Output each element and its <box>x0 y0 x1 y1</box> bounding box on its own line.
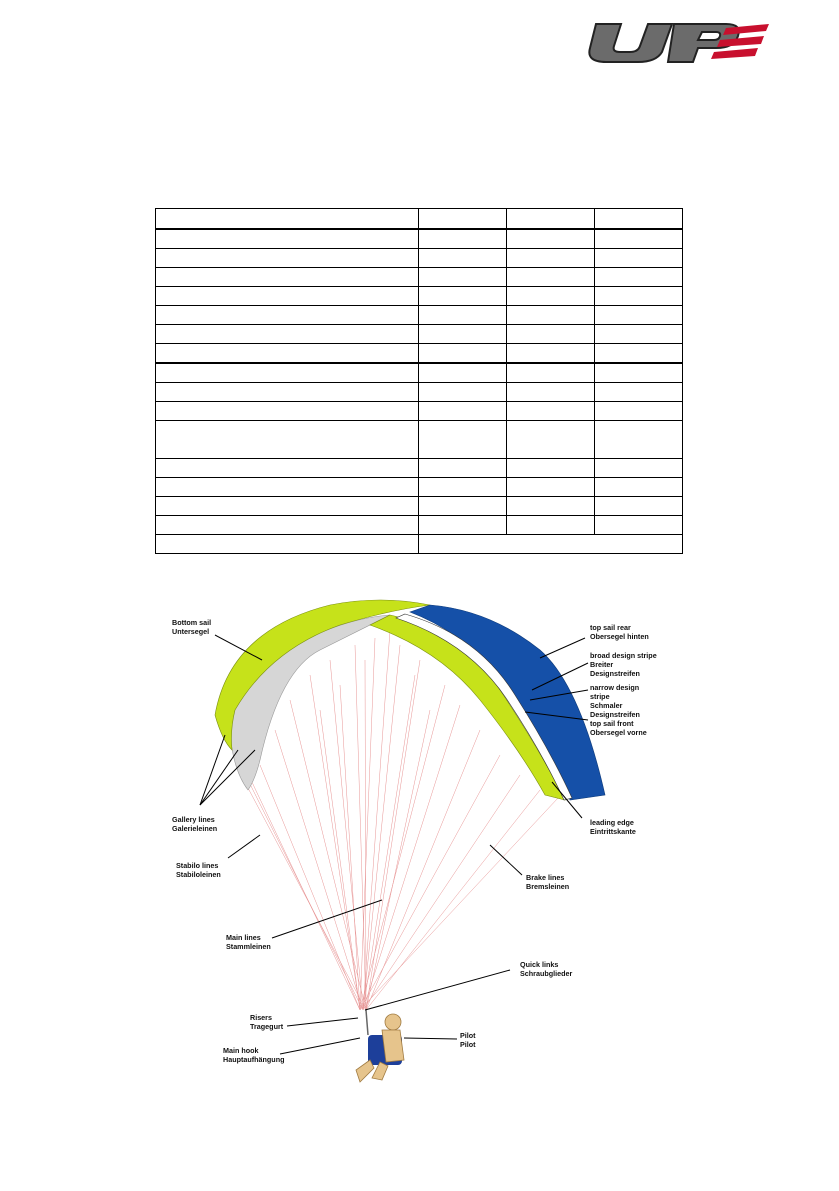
suspension-line <box>260 765 360 1010</box>
table-row <box>156 363 683 383</box>
suspension-line <box>320 710 360 1010</box>
label-risers: Risers Tragegurt <box>250 1013 284 1031</box>
table-row <box>156 516 683 535</box>
suspension-line <box>366 710 430 1010</box>
label-main-lines: Main lines Stammleinen <box>226 933 271 951</box>
pilot-figure <box>356 1014 404 1082</box>
suspension-line <box>290 700 366 1010</box>
table-header-row <box>156 209 683 230</box>
table-row <box>156 287 683 306</box>
label-pilot: Pilot Pilot <box>460 1031 476 1049</box>
table-row <box>156 459 683 478</box>
label-narrow-design-stripe: narrow design stripe Schmaler Designstreifen <box>590 683 640 719</box>
suspension-line <box>363 775 520 1010</box>
suspension-line <box>363 705 460 1010</box>
table-row <box>156 344 683 364</box>
label-broad-design-stripe: broad design stripe Breiter Designstreifen <box>590 651 657 678</box>
label-top-sail-rear: top sail rear Obersegel hinten <box>590 623 649 641</box>
specification-table <box>155 208 683 554</box>
suspension-line <box>363 630 390 1010</box>
table-row <box>156 325 683 344</box>
label-main-hook: Main hook Hauptaufhängung <box>223 1046 285 1064</box>
suspension-line <box>365 660 366 1010</box>
suspension-line <box>310 675 360 1010</box>
label-stabilo-lines: Stabilo lines Stabiloleinen <box>176 861 221 879</box>
suspension-line <box>340 685 360 1010</box>
suspension-line <box>238 760 363 1010</box>
paraglider-diagram <box>160 590 680 1090</box>
bottom-sail <box>229 615 390 790</box>
table-row <box>156 497 683 516</box>
up-logo <box>586 20 771 64</box>
label-top-sail-front: top sail front Obersegel vorne <box>590 719 647 737</box>
table-row <box>156 535 683 554</box>
label-gallery-lines: Gallery lines Galerieleinen <box>172 815 218 833</box>
suspension-line <box>360 638 375 1010</box>
table-row <box>156 383 683 402</box>
label-leading-edge: leading edge Eintrittskante <box>590 818 636 836</box>
label-bottom-sail: Bottom sail Untersegel <box>172 618 212 636</box>
label-quick-links: Quick links Schraubglieder <box>520 960 573 978</box>
table-row <box>156 402 683 421</box>
table-row <box>156 249 683 268</box>
table-row <box>156 478 683 497</box>
table-row <box>156 421 683 459</box>
table-row <box>156 229 683 249</box>
table-row <box>156 268 683 287</box>
suspension-line <box>363 645 400 1010</box>
label-brake-lines: Brake lines Bremsleinen <box>526 873 570 891</box>
table-row <box>156 306 683 325</box>
